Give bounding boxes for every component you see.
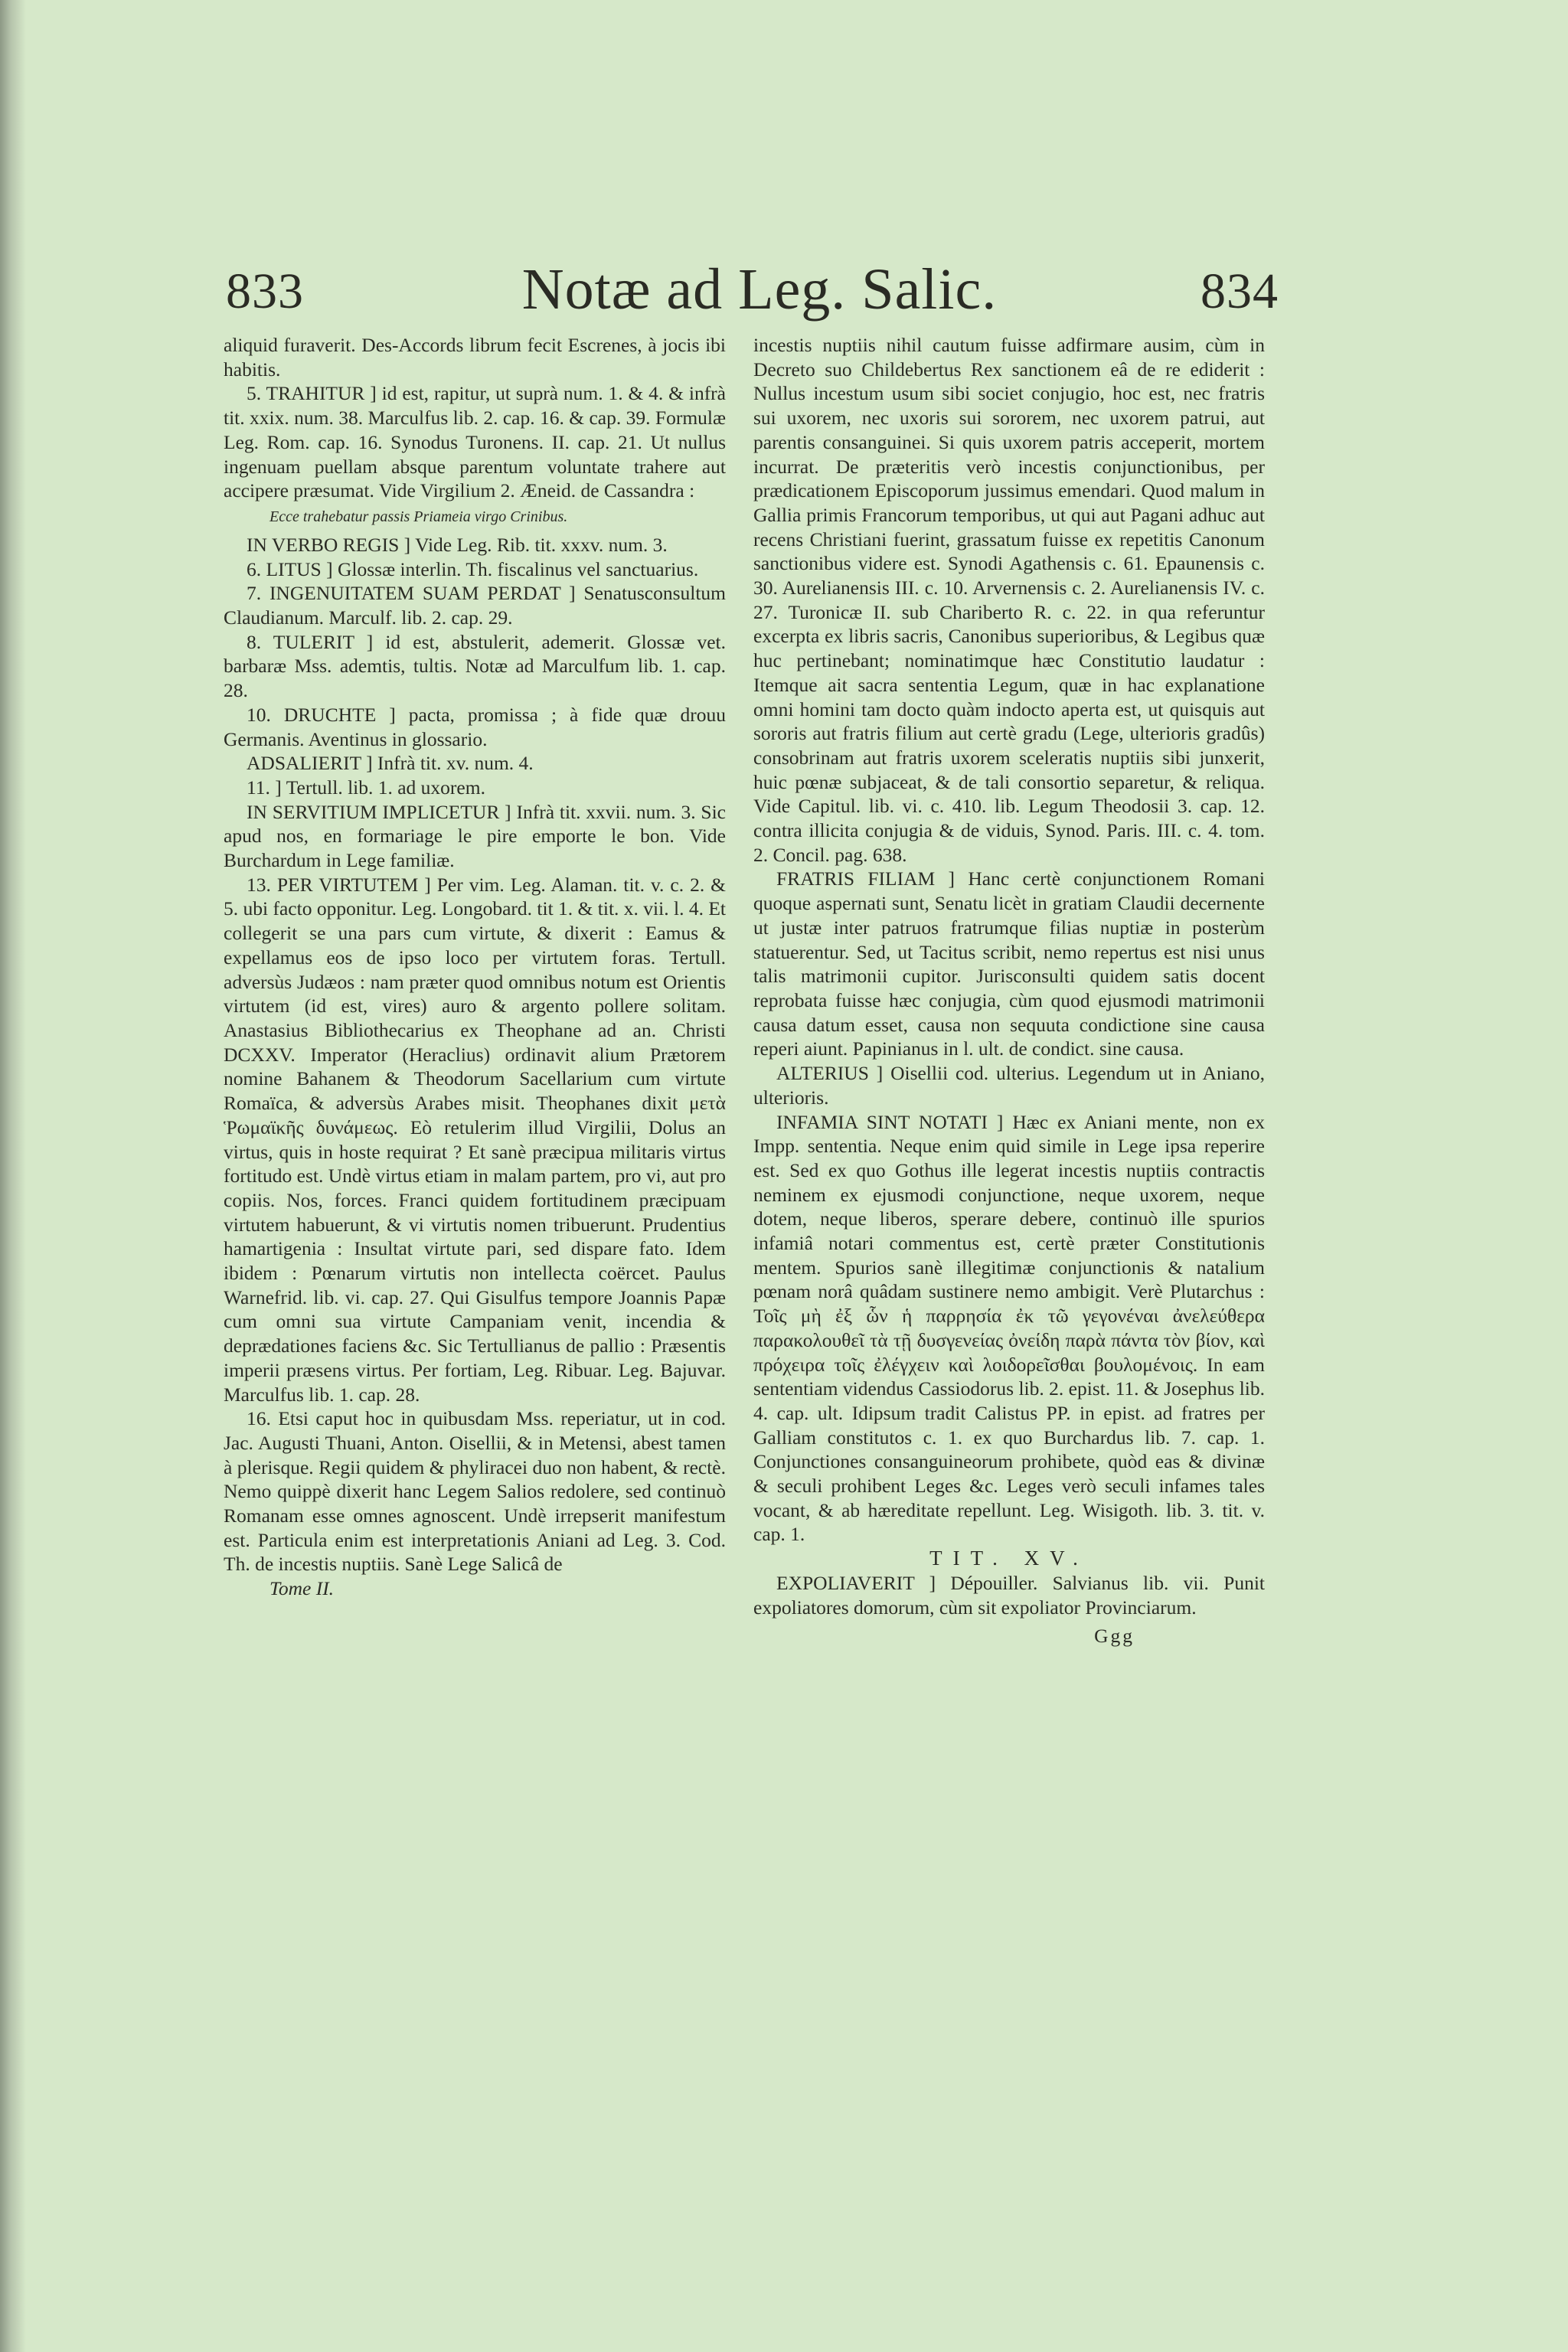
right-column-paragraph: EXPOLIAVERIT ] Dépouiller. Salvianus lib. vii. Punit expoliatores domorum, cùm sit expoliator Provinciarum. (753, 1571, 1265, 1619)
left-column-paragraph: aliquid furaverit. Des-Accords librum fecit Escrenes, à jocis ibi habitis. (224, 334, 726, 381)
left-column-paragraph: IN SERVITIUM IMPLICETUR ] Infrà tit. xxvii. num. 3. Sic apud nos, en formariage le pire emporte le bon. Vide Burchardum in Lege familiæ. (224, 800, 726, 872)
left-column-paragraph: Ecce trahebatur passis Priameia virgo Crinibus. (270, 508, 568, 525)
left-column-paragraph: 5. TRAHITUR ] id est, rapitur, ut suprà num. 1. & 4. & infrà tit. xxix. num. 38. Marculfus lib. 2. cap. 16. & cap. 39. Formulæ Leg. Rom. cap. 16. Synodus Turonens. II. cap. 21. Ut nullus ingenuam puellam absque parentum voluntate trahere aut accipere præsumat. Vide Virgilium 2. Æneid. de Cassandra : (224, 382, 726, 502)
right-column-paragraph: incestis nuptiis nihil cautum fuisse adfirmare ausim, cùm in Decreto suo Childebertus Rex sanctionem eâ de re ediderit : Nullus incestum usum sibi societ conjugio, hoc est, nec fratris sui uxorem, nec uxoris sui sororem, nec uxorem patrui, aut parentis consanguinei. Si quis uxorem patris acceperit, mortem incurrat. De præteritis verò incestis conjunctionibus, per prædicationem Episcoporum jussimus emendari. Quod malum in Gallia primis Francorum temporibus, ut qui aut Pagani adhuc aut recens Christiani fuerint, grassatum fuisse ex repetitis Canonum sanctionibus videre est. Synodi Agathensis c. 61. Epaunensis c. 30. Aurelianensis III. c. 10. Arvernensis c. 2. Aurelianensis IV. c. 27. Turonicæ II. sub Chariberto R. c. 22. in qua referuntur excerpta ex libris sacris, Canonibus superioribus, & Legibus quæ huc pertinebant; nominatimque hæc Constitutio laudatur : Itemque ait sacra sententia Legum, quæ in hac explanatione omni homini tam docto quàm indocto aperta est, ut quisquis aut sororis aut fratris filium aut certè gradu (Lege, ulterioris gradûs) consobrinam aut fratris uxorem sceleratis nuptiis sibi junxerit, huic pœnæ subjaceat, & de tali consortio separetur, & reliqua. Vide Capitul. lib. vi. c. 410. lib. Legum Theodosii 3. cap. 12. contra illicita conjugia & de viduis, Synod. Paris. III. c. 4. tom. 2. Concil. pag. 638. (753, 334, 1265, 866)
right-column-paragraph: ALTERIUS ] Oisellii cod. ulterius. Legendum ut in Aniano, ulterioris. (753, 1062, 1265, 1109)
scan-gutter-shadow (0, 0, 26, 2352)
left-column-paragraph: Tome II. (270, 1577, 335, 1600)
left-column-paragraph: 10. DRUCHTE ] pacta, promissa ; à fide quæ drouu Germanis. Aventinus in glossario. (224, 703, 726, 750)
left-column-paragraph: 8. TULERIT ] id est, abstulerit, ademerit. Glossæ vet. barbaræ Mss. ademtis, tultis. Notæ ad Marculfum lib. 1. cap. 28. (224, 630, 726, 702)
page-number-left: 833 (226, 263, 304, 319)
left-column (224, 333, 726, 1601)
right-column-paragraph: FRATRIS FILIAM ] Hanc certè conjunctionem Romani quoque aspernati sunt, Senatu licèt in gratiam Claudii decernente ut justæ inter patruos fratrumque filias nuptiæ in posterùm statuerentur. Sed, ut Tacitus scribit, nemo repertus est nisi unus talis matrimonii cupitor. Jurisconsulti quidem satis docent reprobata fuisse hæc conjugia, cùm quod ejusmodi matrimonii causa datum esset, causa non sequuta condictione sine causa reperi aiunt. Papinianus in l. ult. de condict. sine causa. (753, 867, 1265, 1060)
right-column-paragraph: Ggg (1094, 1625, 1135, 1648)
right-column-paragraph: INFAMIA SINT NOTATI ] Hæc ex Aniani mente, non ex Impp. sententia. Neque enim quid simile in Lege ipsa reperire est. Sed ex quo Gothus ille legerat incestis nuptiis contractis neminem ex ejusmodi conjunctione, neque uxorem, neque dotem, neque liberos, sperare debere, continuò ille spurios infamiâ notari commentus est, certè præter Constitutionis mentem. Spurios sanè illegitimæ conjunctionis & natalium pœnam norâ quâdam sustinere nemo ambigit. Verè Plutarchus : Τοῖς μὴ ἐξ ὧν ἡ παρρησία ἐκ τῶ γεγονέναι ἀνελεύθερα παρακολουθεῖ τὰ τῇ δυσγενείας ὀνείδη παρὰ πάντα τὸν βίον, καὶ πρόχειρα τοῖς ἐλέγχειν καὶ λοιδορεῖσθαι βουλομένοις. In eam sententiam videndus Cassiodorus lib. 2. epist. 11. & Josephus lib. 4. cap. ult. Idipsum tradit Calistus PP. in epist. ad fratres per Galliam constitutos c. 1. ex quo Burchardus lib. 7. cap. 1. Conjunctiones consanguineorum prohibete, quòd eas & divinæ & seculi prohibent Leges &c. Leges verò seculi infames tales vocant, & ab hæreditate repellunt. Leg. Wisigoth. lib. 3. tit. v. cap. 1. (753, 1110, 1265, 1546)
page-number-right: 834 (1200, 263, 1279, 319)
running-title: Notæ ad Leg. Salic. (521, 257, 998, 322)
left-column-paragraph: ADSALIERIT ] Infrà tit. xv. num. 4. (247, 752, 534, 775)
left-column-paragraph: IN VERBO REGIS ] Vide Leg. Rib. tit. xxxv. num. 3. (247, 533, 668, 556)
book-page (224, 256, 1295, 2216)
left-column-paragraph: 11. ] Tertull. lib. 1. ad uxorem. (247, 776, 485, 799)
left-column-paragraph: 7. INGENUITATEM SUAM PERDAT ] Senatusconsultum Claudianum. Marculf. lib. 2. cap. 29. (224, 582, 726, 629)
left-column-paragraph: 16. Etsi caput hoc in quibusdam Mss. reperiatur, ut in cod. Jac. Augusti Thuani, Anton. Oisellii, & in Metensi, abest tamen à plerisque. Regii quidem & phyliracei duo non habent, & rectè. Nemo quippè dixerit hanc Legem Salios redolere, sed continuò Romanam esse omnes agnoscent. Undè irrepserit manifestum est. Particula enim est interpretationis Aniani ad Leg. 3. Cod. Th. de incestis nuptiis. Sanè Lege Salicâ de (224, 1407, 726, 1576)
page-header (224, 256, 1295, 341)
right-column (753, 333, 1265, 1648)
left-column-paragraph: 6. LITUS ] Glossæ interlin. Th. fiscalinus vel sanctuarius. (247, 557, 699, 580)
left-column-paragraph: 13. PER VIRTUTEM ] Per vim. Leg. Alaman. tit. v. c. 2. & 5. ubi facto opponitur. Leg. Longobard. tit 1. & tit. x. vii. l. 4. Et collegerit se una pars cum virtute, & dixerit : Eamus & expellamus eos de ipso loco per virtutem foras. Tertull. adversùs Judæos : nam præter quod omnibus notum est Orientis virtutem (id est, vires) auro & argento pollere solitam. Anastasius Bibliothecarius ex Theophane ad an. Christi DCXXV. Imperator (Heraclius) ordinavit alium Prætorem nomine Bahanem & Theodorum Sacellarium cum virtute Romaïca, & adversùs Arabes misit. Theophanes dixit μετὰ Ῥωμαϊκῆς δυνάμεως. Eò retulerim illud Virgilii, Dolus an virtus, quis in hoste requirat ? Et sanè præcipua militaris virtus fortitudo est. Undè virtus etiam in malam partem, pro vi, aut pro copiis. Nos, forces. Franci quidem fortitudinem præcipuam virtutem habuerunt, & vi virtutis nomen tribuerunt. Prudentius hamartigenia : Insultat virtute pari, sed dispare fato. Idem ibidem : Pœnarum virtutis non intellecta coërcet. Paulus Warnefrid. lib. vi. cap. 27. Qui Gisulfus tempore Joannis Papæ cum omni sua virtute Campaniam venit, incendia & deprædationes faciens &c. Sic Tertullianus de pallio : Præsentis imperii præsens virtus. Per fortiam, Leg. Ribuar. Leg. Bajuvar. Marculfus lib. 1. cap. 28. (224, 873, 726, 1406)
right-column-paragraph: TIT. XV. (929, 1547, 1089, 1570)
